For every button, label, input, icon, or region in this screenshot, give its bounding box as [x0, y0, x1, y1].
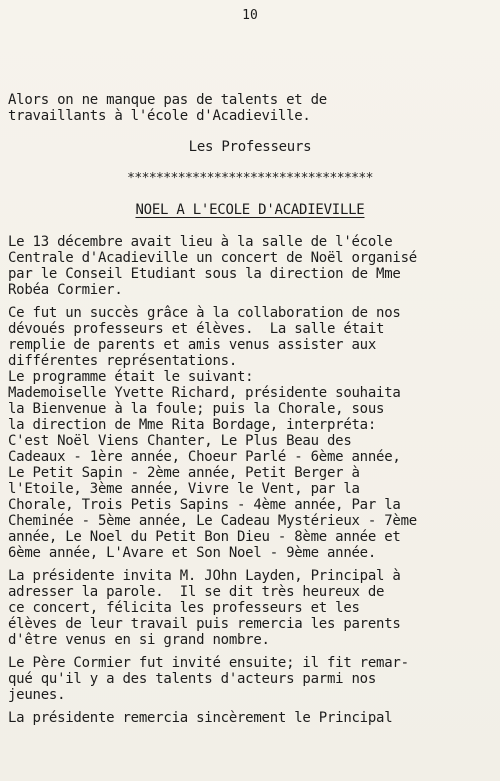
paragraph-line: qué qu'il y a des talents d'acteurs parmi nos: [8, 671, 377, 687]
paragraph-line: Ce fut un succès grâce à la collaboration de nos: [8, 305, 401, 321]
paragraph-line: la Bienvenue à la foule; puis la Chorale, sous: [8, 401, 385, 417]
separator: **********************************: [127, 171, 373, 186]
paragraph-line: année, Le Noel du Petit Bon Dieu - 8ème année et: [8, 529, 401, 545]
section-heading: NOEL A L'ECOLE D'ACADIEVILLE: [135, 202, 365, 218]
intro-line: Alors on ne manque pas de talents et de: [8, 92, 327, 108]
paragraph-line: Mademoiselle Yvette Richard, présidente souhaita: [8, 385, 401, 401]
paragraph-line: La présidente remercia sincèrement le Principal: [8, 710, 393, 726]
paragraph-line: élèves de leur travail puis remercia les parents: [8, 616, 401, 632]
paragraph-line: Le 13 décembre avait lieu à la salle de l'école: [8, 234, 393, 250]
paragraph-line: la direction de Mme Rita Bordage, interpréta:: [8, 417, 377, 433]
paragraph-line: dévoués professeurs et élèves. La salle était: [8, 321, 385, 337]
page-number: 10: [242, 8, 258, 23]
paragraph-line: jeunes.: [8, 687, 66, 703]
paragraph-line: adresser la parole. Il se dit très heureux de: [8, 584, 385, 600]
paragraph-line: Le Petit Sapin - 2ème année, Petit Berger à: [8, 465, 360, 481]
paragraph-line: l'Etoile, 3ème année, Vivre le Vent, par la: [8, 481, 360, 497]
paragraph-line: par le Conseil Etudiant sous la direction de Mme: [8, 266, 401, 282]
paragraph-line: C'est Noël Viens Chanter, Le Plus Beau des: [8, 433, 352, 449]
paragraph-line: Chorale, Trois Petis Sapins - 4ème année, Par la: [8, 497, 401, 513]
paragraph-line: 6ème année, L'Avare et Son Noel - 9ème année.: [8, 545, 377, 561]
paragraph-line: Le Père Cormier fut invité ensuite; il fit remar-: [8, 655, 409, 671]
intro-line: travaillants à l'école d'Acadieville.: [8, 108, 311, 124]
show-through-text: [395, 95, 495, 715]
paragraph-line: d'être venus en si grand nombre.: [8, 632, 270, 648]
paragraph-line: Robéa Cormier.: [8, 282, 123, 298]
paragraph-line: La présidente invita M. JOhn Layden, Principal à: [8, 568, 401, 584]
paragraph-line: Cheminée - 5ème année, Le Cadeau Mystérieux - 7ème: [8, 513, 417, 529]
paragraph-line: différentes représentations.: [8, 353, 238, 369]
paragraph-line: remplie de parents et amis venus assister aux: [8, 337, 377, 353]
paragraph-line: Centrale d'Acadieville un concert de Noël organisé: [8, 250, 417, 266]
paragraph-line: Le programme était le suivant:: [8, 369, 254, 385]
signature: Les Professeurs: [188, 139, 312, 155]
paragraph-line: ce concert, félicita les professeurs et les: [8, 600, 360, 616]
paragraph-line: Cadeaux - 1ère année, Choeur Parlé - 6ème année,: [8, 449, 401, 465]
